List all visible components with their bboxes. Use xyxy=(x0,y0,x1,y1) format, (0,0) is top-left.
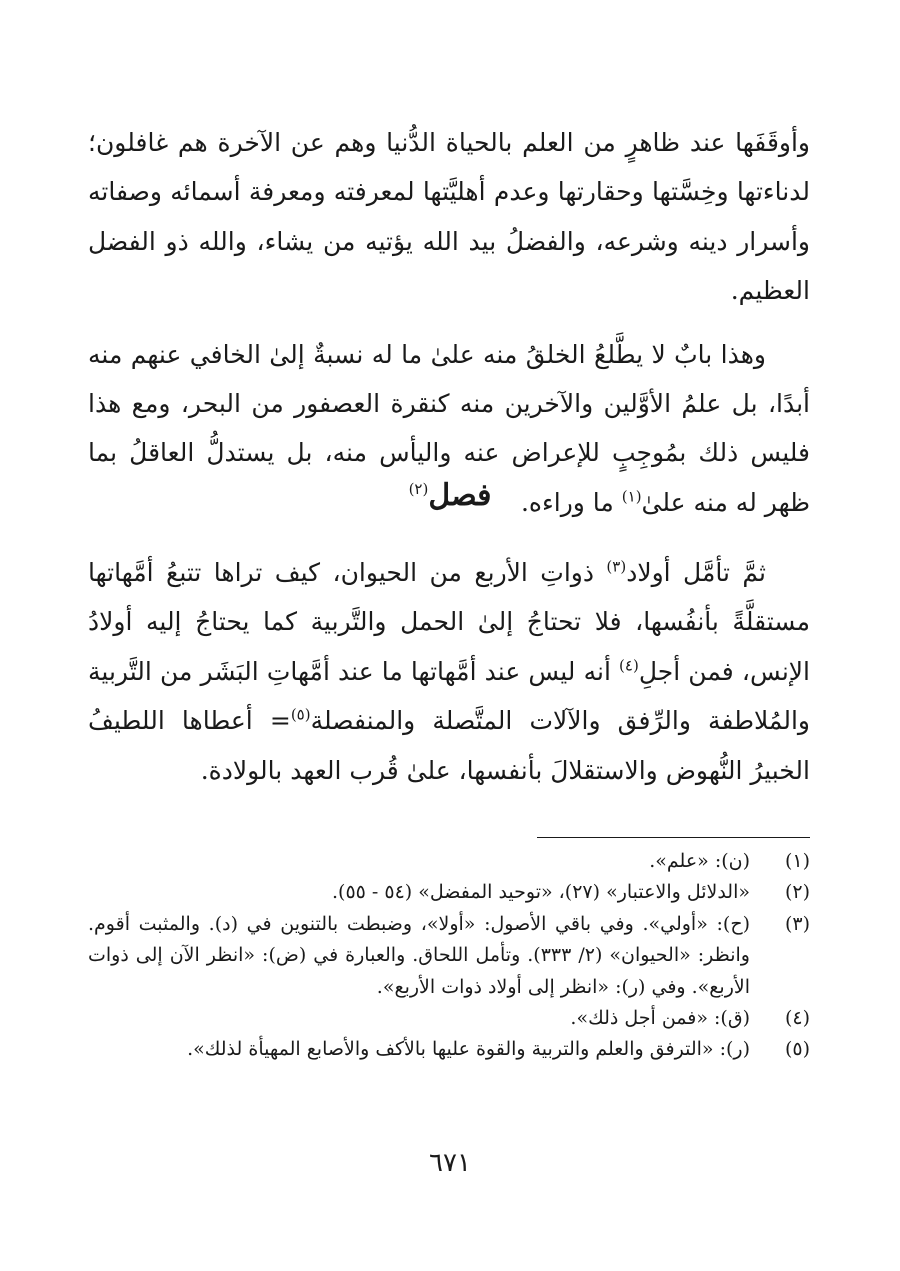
footnotes-list xyxy=(88,846,810,1066)
footnote-number: (٤) xyxy=(784,1007,810,1030)
footnote-number: (٥) xyxy=(784,1038,810,1061)
paragraph-2-text: وهذا بابٌ لا يطَّلعُ الخلقُ منه علىٰ ما له نسبةٌ إلىٰ الخافي عنهم منه أبدًا، بل علمُ الأوَّلين والآخرين منه كنقرة العصفور من البحر، ومع هذا فليس ذلك بمُوجِبٍ للإعراض عنه واليأس منه، بل يستدلُّ العاقلُ بما ظهر له منه علىٰ xyxy=(88,339,810,517)
footnote-item xyxy=(88,1034,810,1065)
footnote-item xyxy=(88,846,810,877)
paragraph-3-part2: ذواتِ الأربع من الحيوان، كيف تراها تتبعُ أمَّهاتها مستقلَّةً بأنفُسها، فلا تحتاجُ إلىٰ الحمل والتَّربية كما يحتاجُ إليه أولادُ الإنس، فمن أجلِ xyxy=(88,558,810,686)
footnote-text: (ح): «أولي». وفي باقي الأصول: «أولا»، وضبطت بالتنوين في (د). والمثبت أقوم. وانظر: «الحيوان» (٢/ ٣٣٣). وتأمل اللحاق. والعبارة في (ض): «انظر الآن إلى ذوات الأربع». وفي (ر): «انظر إلى أولاد ذوات الأربع». xyxy=(88,912,750,998)
paragraph-3-part4: = أعطاها اللطيفُ الخبيرُ النُّهوض والاستقلالَ بأنفسها، علىٰ قُرب العهد بالولادة. xyxy=(88,706,810,785)
footnote-ref-5: (٥) xyxy=(290,705,311,724)
footnote-text: (ر): «الترفق والعلم والتربية والقوة عليها بالأكف والأصابع المهيأة لذلك». xyxy=(187,1038,750,1061)
footnote-text: (ن): «علم». xyxy=(649,850,750,872)
footnote-ref-1: (١) xyxy=(621,487,642,506)
footnote-divider xyxy=(537,837,810,838)
footnote-text: (ق): «فمن أجل ذلك». xyxy=(570,1007,750,1030)
footnote-number: (٣) xyxy=(784,912,810,935)
footnote-number: (١) xyxy=(784,850,810,872)
paragraph-1: وأوقَفَها عند ظاهرٍ من العلم بالحياة الدُّنيا وهم عن الآخرة هم غافلون؛ لدناءتها وخِسَّتها وحقارتها وعدم أهليَّتها لمعرفته ومعرفة أسمائه وصفاته وأسرار دينه وشرعه، والفضلُ بيد الله يؤتيه من يشاء، والله ذو الفضل العظيم. xyxy=(88,128,810,306)
footnote-number: (٢) xyxy=(784,881,810,904)
paragraph-3 xyxy=(88,548,810,795)
paragraph-3-part1: ثمَّ تأمَّل أولاد xyxy=(626,558,766,587)
footnote-text: «الدلائل والاعتبار» (٢٧)، «توحيد المفضل» (٥٤ - ٥٥). xyxy=(332,881,750,904)
main-text-top xyxy=(88,118,810,527)
footnote-ref-3: (٣) xyxy=(606,557,627,576)
footnote-item xyxy=(88,909,810,1003)
section-heading xyxy=(0,478,900,513)
page-number: ٦٧١ xyxy=(429,1148,471,1178)
footnote-item xyxy=(88,1003,810,1034)
section-title: فصل xyxy=(428,478,492,513)
footnote-ref-4: (٤) xyxy=(619,656,639,675)
paragraph-2-tail: ما وراءه. xyxy=(520,487,614,517)
footnote-item xyxy=(88,877,810,908)
main-text-bottom xyxy=(88,548,810,795)
paragraph-3-part3: أنه ليس عند أمَّهاتها ما عند أمَّهاتِ البَشَر من التَّربية والمُلاطفة والرِّفق والآلات المتَّصلة والمنفصلة xyxy=(88,656,810,736)
footnote-ref-2: (٢) xyxy=(408,480,429,498)
